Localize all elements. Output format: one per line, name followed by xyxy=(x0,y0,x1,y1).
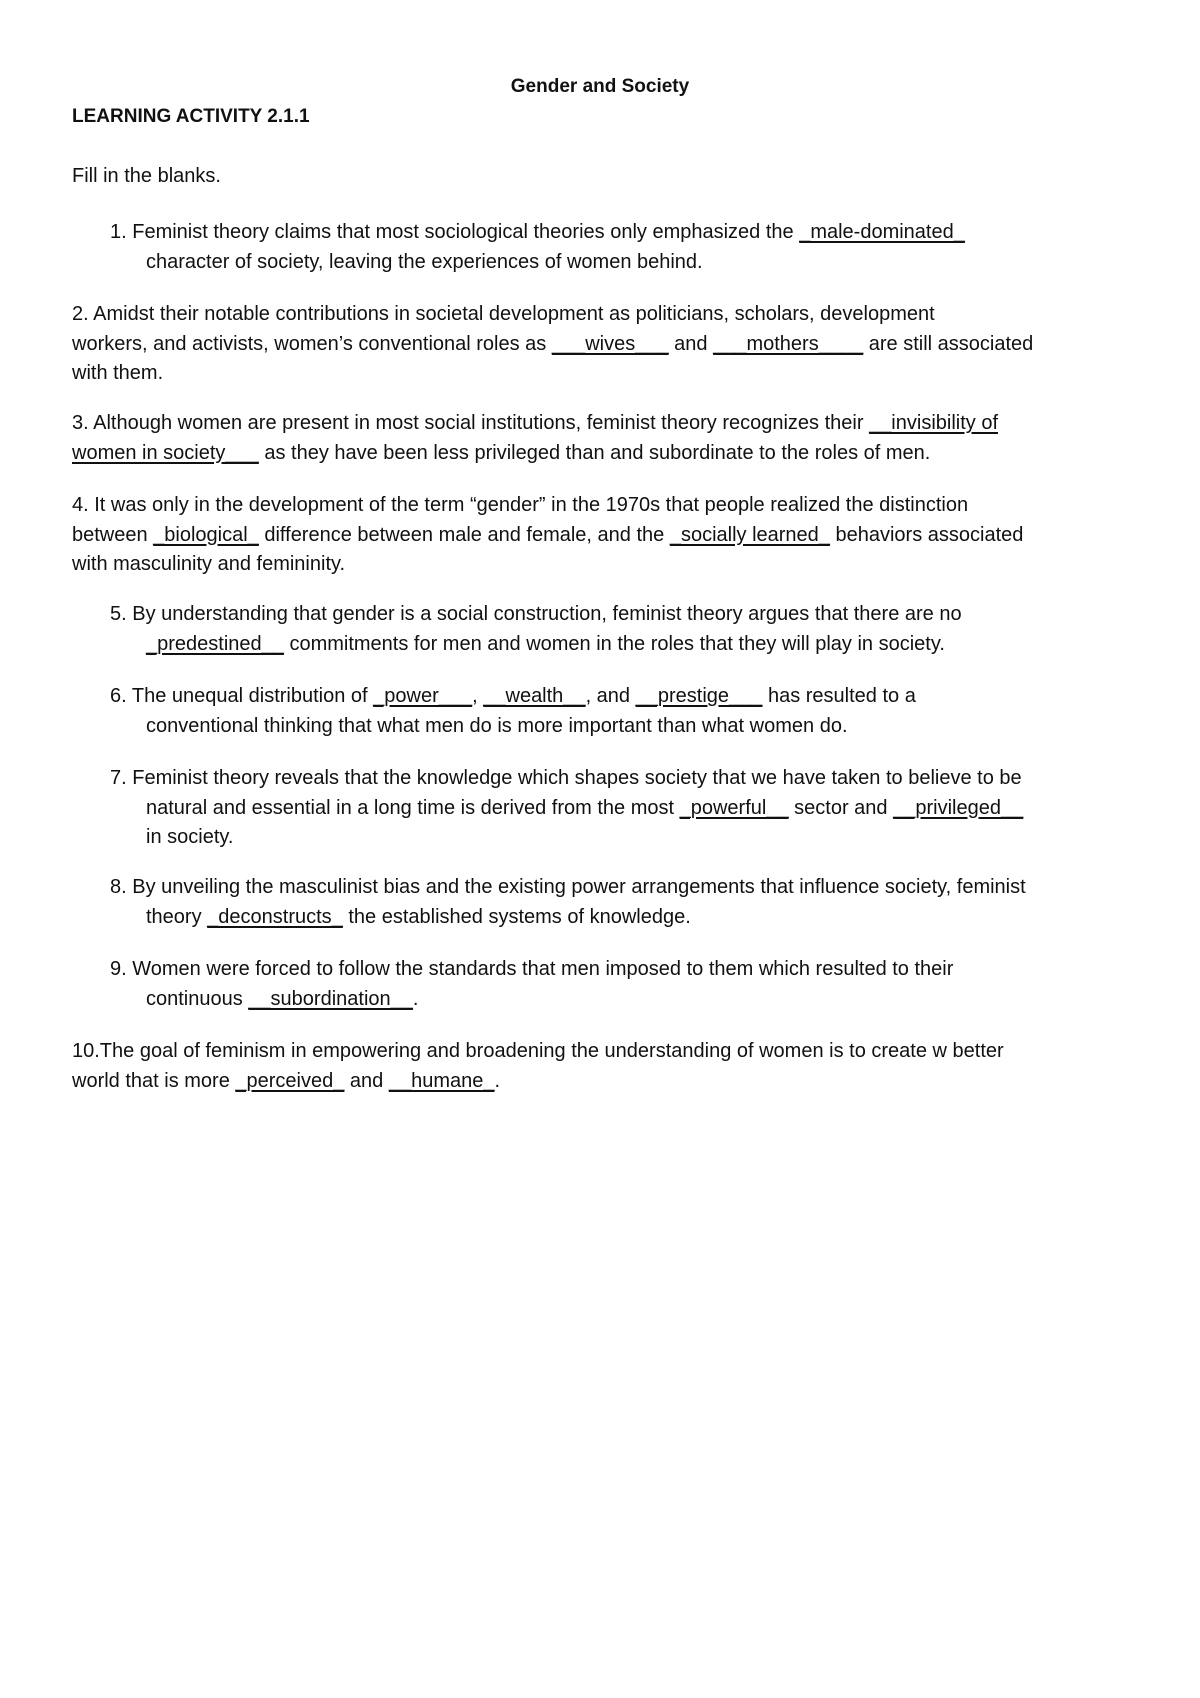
question-text: 5. By understanding that gender is a social construction, feminist theory argues that there are no xyxy=(110,603,962,625)
instructions-text: Fill in the blanks. xyxy=(72,165,221,187)
question-text: 8. By unveiling the masculinist bias and the existing power arrangements that influence society, feminist xyxy=(110,876,1026,898)
activity-heading: LEARNING ACTIVITY 2.1.1 xyxy=(72,106,310,127)
answer-blank: ___wives___ xyxy=(551,332,669,355)
answer-blank: __subordination__ xyxy=(248,987,413,1010)
answer-blank: __wealth__ xyxy=(483,685,586,707)
question-text: difference between male and female, and the xyxy=(258,523,670,546)
question-text: , xyxy=(472,685,484,707)
answer-blank: _perceived_ xyxy=(235,1069,345,1092)
question-text: 7. Feminist theory reveals that the knowledge which shapes society that we have taken to believe to be xyxy=(110,767,1022,789)
answer-blank: ___mothers____ xyxy=(713,332,864,355)
answer-blank: _powerful__ xyxy=(679,796,789,819)
question-text: with them. xyxy=(72,362,164,384)
question-text: . xyxy=(412,987,419,1010)
answer-blank: _socially learned_ xyxy=(669,523,830,546)
answer-blank: _biological_ xyxy=(153,523,259,546)
question-line xyxy=(110,873,1026,903)
question-line xyxy=(72,1037,1004,1067)
question-1 xyxy=(110,218,965,277)
question-text: 2. Amidst their notable contributions in societal development as politicians, scholars, development xyxy=(72,303,935,325)
question-line xyxy=(72,300,1033,330)
question-line xyxy=(146,985,953,1015)
question-line xyxy=(72,1067,1004,1097)
answer-blank: _male-dominated_ xyxy=(799,221,965,243)
question-text: 3. Although women are present in most social institutions, feminist theory recognizes their xyxy=(72,412,870,434)
question-line xyxy=(110,600,962,630)
answer-blank: __humane_ xyxy=(388,1069,495,1092)
question-line xyxy=(146,248,965,278)
answer-blank: _power___ xyxy=(373,685,473,707)
question-text: has resulted to a xyxy=(762,685,916,707)
question-text: continuous xyxy=(146,987,249,1010)
question-6 xyxy=(110,682,916,741)
question-line xyxy=(72,359,1033,389)
question-line xyxy=(72,330,1033,360)
question-line xyxy=(110,955,953,985)
question-text: the established systems of knowledge. xyxy=(342,905,691,928)
question-text: conventional thinking that what men do is more important than what women do. xyxy=(146,714,848,737)
question-text: 9. Women were forced to follow the standards that men imposed to them which resulted to their xyxy=(110,958,954,980)
question-3 xyxy=(72,409,998,468)
question-text: and xyxy=(668,332,714,355)
question-text: behaviors associated xyxy=(829,523,1024,546)
question-text: sector and xyxy=(788,796,894,819)
question-line xyxy=(146,903,1026,933)
question-8 xyxy=(110,873,1026,932)
question-text: as they have been less privileged than and subordinate to the roles of men. xyxy=(258,441,931,464)
question-text: 10.The goal of feminism in empowering and broadening the understanding of women is to create w better xyxy=(72,1040,1004,1062)
question-text: theory xyxy=(146,905,208,928)
question-9 xyxy=(110,955,953,1014)
question-line xyxy=(72,550,1023,580)
question-text: character of society, leaving the experiences of women behind. xyxy=(146,250,703,273)
question-text: workers, and activists, women’s conventional roles as xyxy=(72,332,552,355)
answer-blank: _deconstructs_ xyxy=(207,905,343,928)
question-text: and xyxy=(344,1069,389,1092)
question-line xyxy=(110,764,1023,794)
answer-blank: __prestige___ xyxy=(635,685,763,707)
question-line xyxy=(146,712,916,742)
question-text: with masculinity and femininity. xyxy=(72,553,346,575)
question-text: world that is more xyxy=(72,1069,236,1092)
question-line xyxy=(72,439,998,469)
question-4 xyxy=(72,491,1023,580)
question-text: natural and essential in a long time is derived from the most xyxy=(146,796,680,819)
answer-blank: women in society___ xyxy=(72,441,259,464)
question-text: 1. Feminist theory claims that most sociological theories only emphasized the xyxy=(110,221,800,243)
question-text: between xyxy=(72,523,154,546)
question-text: 6. The unequal distribution of xyxy=(110,685,374,707)
question-text: , and xyxy=(585,685,636,707)
question-text: commitments for men and women in the roles that they will play in society. xyxy=(283,632,945,655)
answer-blank: __privileged__ xyxy=(893,796,1024,819)
question-text: 4. It was only in the development of the term “gender” in the 1970s that people realized the distinction xyxy=(72,494,969,516)
question-7 xyxy=(110,764,1023,853)
question-line xyxy=(146,823,1023,853)
question-line xyxy=(72,521,1023,551)
question-text: in society. xyxy=(146,826,234,848)
question-line xyxy=(72,491,1023,521)
question-2 xyxy=(72,300,1033,389)
answer-blank: __invisibility of xyxy=(869,412,999,434)
question-5 xyxy=(110,600,962,659)
question-line xyxy=(110,218,965,248)
question-line xyxy=(146,630,962,660)
question-10 xyxy=(72,1037,1004,1096)
question-text: . xyxy=(494,1069,501,1092)
document-title: Gender and Society xyxy=(510,76,690,97)
question-text: are still associated xyxy=(863,332,1034,355)
answer-blank: _predestined__ xyxy=(146,632,284,655)
question-line xyxy=(72,409,998,439)
question-line xyxy=(146,794,1023,824)
question-line xyxy=(110,682,916,712)
